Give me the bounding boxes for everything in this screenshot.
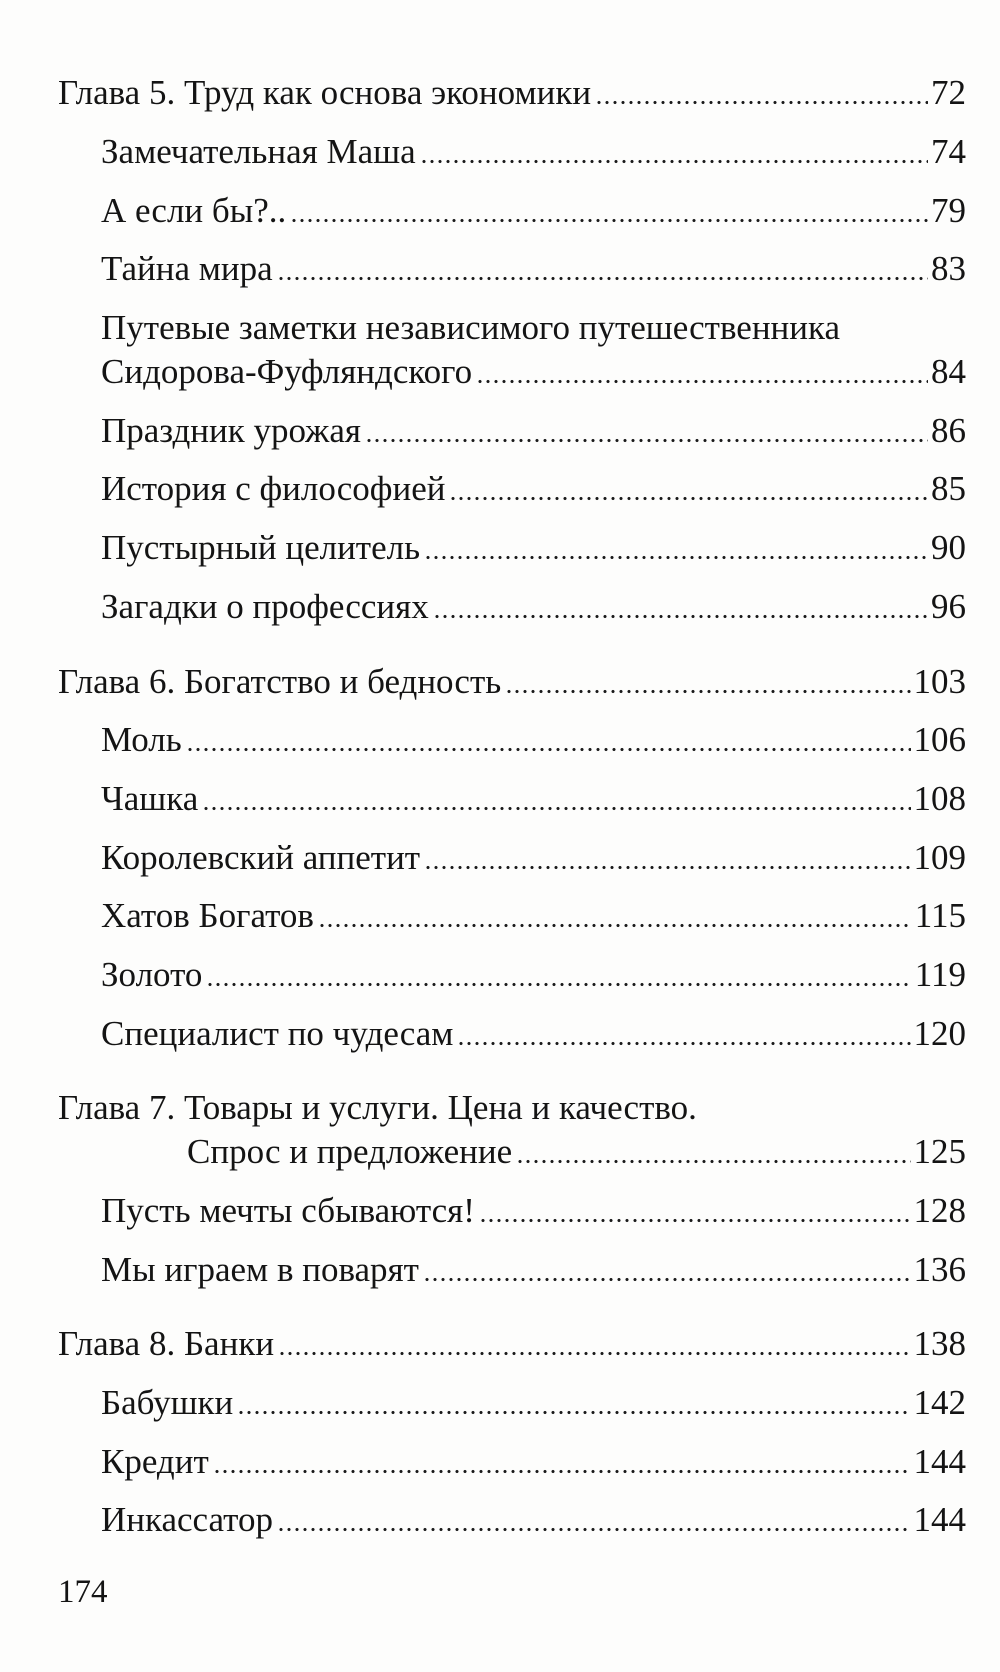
toc-item-title: История с философией — [101, 469, 446, 509]
dot-leader — [516, 1159, 910, 1164]
toc-page-ref: 96 — [931, 586, 966, 626]
toc-item-title: Пустырный целитель — [101, 528, 421, 568]
toc-item-title: Мы играем в поварят — [101, 1249, 419, 1289]
toc-item-title: Кредит — [101, 1441, 209, 1481]
toc-item — [58, 401, 966, 460]
toc-item — [58, 946, 966, 1005]
toc-page-ref: 86 — [931, 410, 966, 450]
dot-leader — [290, 218, 928, 223]
dot-leader — [449, 496, 928, 501]
toc-item — [58, 181, 966, 240]
toc-page-ref: 72 — [931, 73, 966, 113]
dot-leader — [420, 159, 928, 164]
toc-chapter-title: Глава 5. Труд как основа экономики — [58, 73, 592, 113]
toc-item-title: Золото — [101, 954, 203, 994]
toc-item-title: Специалист по чудесам — [101, 1013, 454, 1053]
toc-page-ref: 85 — [931, 469, 966, 509]
dot-leader — [423, 1277, 911, 1282]
dot-leader — [476, 379, 928, 384]
dot-leader — [277, 1527, 911, 1532]
toc-item-title: Бабушки — [101, 1383, 234, 1423]
toc-page-ref: 138 — [913, 1324, 966, 1364]
toc-item-title: Чашка — [101, 778, 199, 818]
toc-item — [58, 123, 966, 182]
toc-item-title: Хатов Богатов — [101, 896, 314, 936]
toc-section — [58, 652, 966, 1063]
toc-page-ref: 125 — [913, 1132, 966, 1172]
toc-item-title: Загадки о профессиях — [101, 586, 429, 626]
toc-item — [58, 299, 966, 402]
toc-item — [58, 460, 966, 519]
toc-page-ref: 106 — [913, 720, 966, 760]
toc-section — [58, 64, 966, 636]
dot-leader — [595, 100, 928, 105]
toc-item — [58, 240, 966, 299]
dot-leader — [277, 276, 928, 281]
toc-page-ref: 119 — [914, 954, 966, 994]
dot-leader — [457, 1041, 910, 1046]
toc-item — [58, 1491, 966, 1550]
toc-chapter-title: Глава 6. Богатство и бедность — [58, 661, 502, 701]
toc-chapter-title-continued: Спрос и предложение — [187, 1132, 513, 1172]
toc-item-title: Праздник урожая — [101, 410, 361, 450]
dot-leader — [479, 1218, 911, 1223]
toc-item-title: Инкассатор — [101, 1500, 273, 1540]
dot-leader — [237, 1410, 910, 1415]
dot-leader — [505, 689, 910, 694]
toc-chapter — [58, 652, 966, 711]
toc-item-title: Королевский аппетит — [101, 837, 421, 877]
dot-leader — [213, 1469, 911, 1474]
toc-page-ref: 103 — [913, 661, 966, 701]
toc-chapter — [58, 64, 966, 123]
toc-chapter — [58, 1315, 966, 1374]
toc-page-ref: 136 — [913, 1249, 966, 1289]
toc-page-ref: 144 — [913, 1500, 966, 1540]
dot-leader — [202, 806, 910, 811]
toc-item-title: Замечательная Маша — [101, 132, 416, 172]
toc-item — [58, 1182, 966, 1241]
toc-item — [58, 519, 966, 578]
toc-chapter-title: Глава 7. Товары и услуги. Цена и качество. — [58, 1088, 697, 1128]
table-of-contents — [58, 64, 966, 1550]
dot-leader — [424, 865, 910, 870]
toc-page-ref: 120 — [913, 1013, 966, 1053]
dot-leader — [365, 438, 928, 443]
toc-chapter-title: Глава 8. Банки — [58, 1324, 275, 1364]
toc-page-ref: 108 — [913, 778, 966, 818]
toc-section — [58, 1079, 966, 1299]
dot-leader — [318, 923, 912, 928]
toc-page-ref: 109 — [913, 837, 966, 877]
toc-item-title: Моль — [101, 720, 182, 760]
dot-leader — [433, 614, 928, 619]
toc-chapter — [58, 1079, 966, 1182]
dot-leader — [424, 555, 928, 560]
dot-leader — [206, 982, 911, 987]
toc-item — [58, 1004, 966, 1063]
toc-item — [58, 770, 966, 829]
toc-page-ref: 142 — [913, 1383, 966, 1423]
toc-item — [58, 1374, 966, 1433]
toc-item — [58, 1432, 966, 1491]
toc-page-ref: 84 — [931, 352, 966, 392]
toc-item — [58, 828, 966, 887]
toc-item — [58, 1240, 966, 1299]
toc-section — [58, 1315, 966, 1550]
toc-page-ref: 115 — [914, 896, 966, 936]
toc-item — [58, 711, 966, 770]
toc-page-ref: 144 — [913, 1441, 966, 1481]
dot-leader — [186, 747, 911, 752]
toc-item-title-continued: Сидорова-Фуфляндского — [101, 352, 473, 392]
toc-page-ref: 83 — [931, 249, 966, 289]
page-number: 174 — [58, 1574, 108, 1610]
dot-leader — [278, 1351, 910, 1356]
toc-item-title: Тайна мира — [101, 249, 273, 289]
toc-item-title: Путевые заметки независимого путешественника — [101, 308, 841, 348]
toc-page-ref: 74 — [931, 132, 966, 172]
toc-page-ref: 128 — [913, 1191, 966, 1231]
toc-item-title: Пусть мечты сбываются! — [101, 1191, 475, 1231]
toc-item — [58, 887, 966, 946]
toc-item-title: А если бы?.. — [101, 190, 287, 230]
toc-item — [58, 578, 966, 637]
toc-page-ref: 90 — [931, 528, 966, 568]
toc-page-ref: 79 — [931, 190, 966, 230]
